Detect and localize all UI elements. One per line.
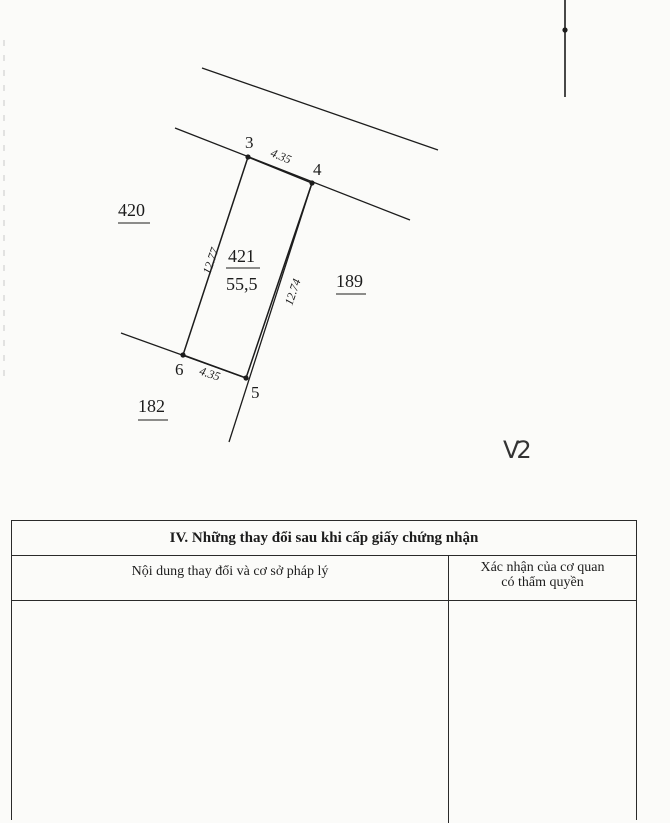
- changes-table-body: [12, 601, 636, 823]
- edge-length-left: 12.77: [199, 245, 222, 276]
- authority-confirmation-cell: [449, 601, 636, 823]
- road-edge-line: [202, 68, 438, 150]
- vertex-label-3: 3: [245, 133, 254, 152]
- changes-table-header: [12, 556, 636, 601]
- vertex-4-dot: [309, 180, 314, 185]
- parcel-number-421: 421: [228, 246, 255, 266]
- edge-length-right: 12.74: [281, 276, 304, 307]
- changes-section-title: IV. Những thay đổi sau khi cấp giấy chứng nhận: [12, 521, 636, 556]
- vertex-label-6: 6: [175, 360, 184, 379]
- parcel-area: 55,5: [226, 274, 258, 294]
- vertex-label-4: 4: [313, 160, 322, 179]
- neighbor-parcel-420: 420: [118, 200, 145, 220]
- neighbor-parcel-189: 189: [336, 271, 363, 291]
- header-authority-confirmation: [449, 556, 636, 600]
- header-authority-line1: Xác nhận của cơ quan: [480, 560, 605, 575]
- vertex-3-dot: [245, 154, 250, 159]
- header-change-content: Nội dung thay đổi và cơ sở pháp lý: [12, 556, 449, 600]
- change-content-cell: [12, 601, 449, 823]
- road-boundary-line: [175, 128, 410, 220]
- header-authority-line2: có thẩm quyền: [501, 575, 584, 590]
- north-arrow-dot: [562, 27, 567, 32]
- vertex-5-dot: [243, 375, 248, 380]
- vertex-label-5: 5: [251, 383, 260, 402]
- edge-length-bottom: 4.35: [197, 363, 222, 384]
- edge-length-top: 4.35: [268, 145, 294, 167]
- handwritten-initials: V2: [503, 436, 529, 464]
- changes-table: [11, 520, 637, 820]
- vertex-6-dot: [180, 352, 185, 357]
- neighbor-parcel-182: 182: [138, 396, 165, 416]
